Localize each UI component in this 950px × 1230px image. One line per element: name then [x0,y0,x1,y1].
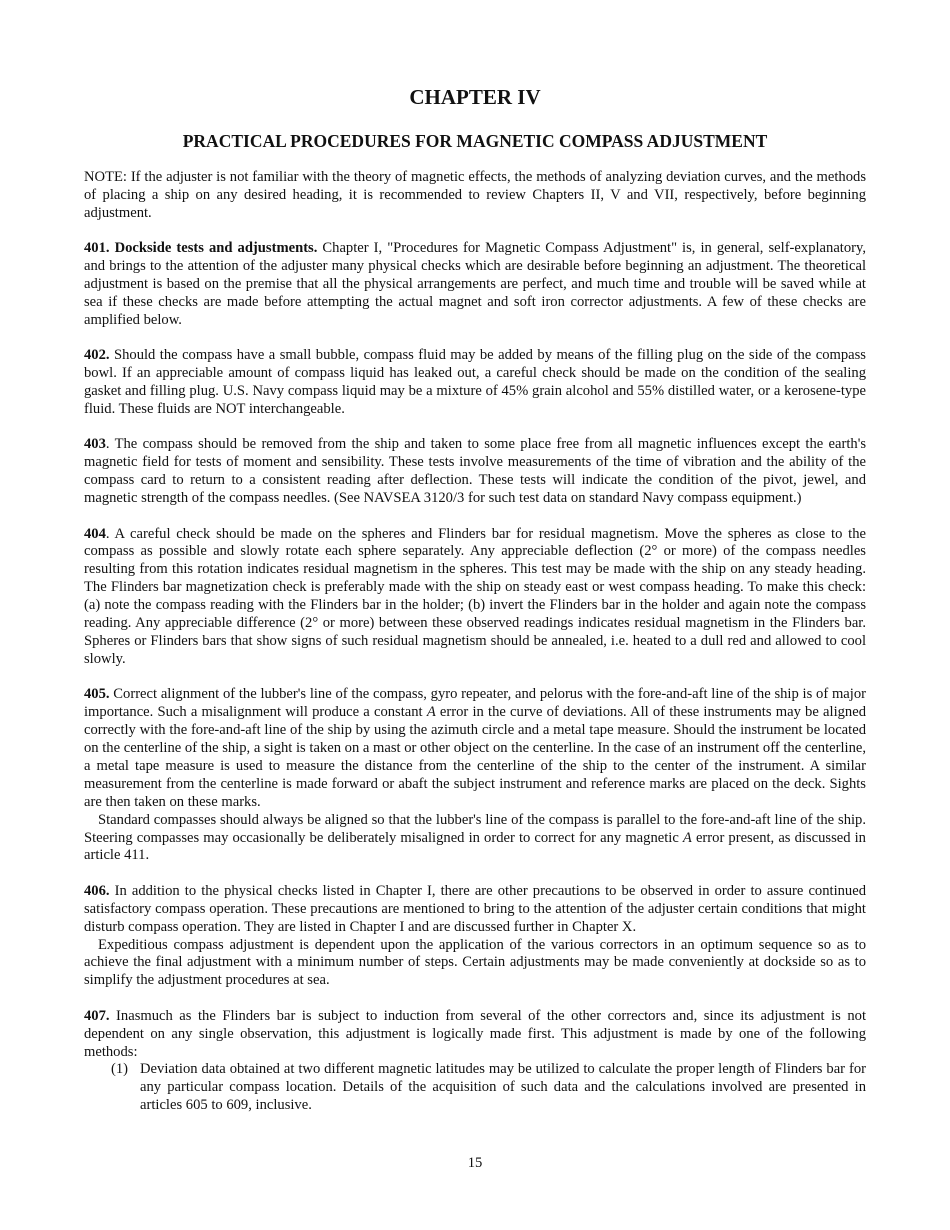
paragraph-406-continuation: Expeditious compass adjustment is dependent upon the application of the various correctors in an optimum sequence so as to achieve the final adjustment with a minimum number of steps. Certain adjustments may be made conveniently at dockside so as to simplify the adjustment procedures at sea. [84,936,866,989]
article-405-text-b: error in the curve of deviations. All of these instruments may be aligned correctly with the fore-and-aft line of the ship by using the azimuth circle and a metal tape measure. Should the instrument be located on the centerline of the ship, a sight is taken on a mast or other object on the centerline. In the case of an instrument off the centerline, a metal tape measure is used to measure the distance from the centerline of the ship to the center of the instrument. A similar measurement from the centerline is made forward or abaft the subject instrument and reference marks are placed on the deck. Sights are then taken on these marks. [84,704,866,810]
list-item-number: (1) [111,1061,129,1078]
paragraph-403 [84,436,866,508]
page-number: 15 [467,1155,483,1171]
article-407-number: 407. [84,1007,110,1024]
article-405-number: 405. [84,686,110,703]
note-paragraph: NOTE: If the adjuster is not familiar with the theory of magnetic effects, the methods of analyzing deviation curves, and the methods of placing a ship on any desired heading, it is recommended to review Chapters II, V and VII, respectively, before beginning adjustment. [84,169,866,221]
article-404-number: 404 [84,525,106,542]
article-405-cont-b: error present, as discussed in article 411. [84,829,866,864]
chapter-title: CHAPTER IV [409,85,541,109]
section-title: PRACTICAL PROCEDURES FOR MAGNETIC COMPASS ADJUSTMENT [182,131,768,151]
paragraph-404 [84,526,866,669]
article-405-cont-italic: A [682,829,692,846]
article-403-number: 403 [84,436,106,453]
article-403-text: . The compass should be removed from the ship and taken to some place free from all magnetic influences except the earth's magnetic field for tests of moment and sensibility. These tests involve measurements of the time of vibration and the ability of the compass card to return to a consistent reading after deflection. These tests will indicate the condition of the pivot, jewel, and magnetic strength of the compass needles. (See NAVSEA 3120/3 for such test data on standard Navy compass equipment.) [84,436,866,507]
article-402-number: 402. [84,347,110,364]
article-405-italic-a: A [426,704,436,721]
article-407-text: Inasmuch as the Flinders bar is subject to induction from several of the other correctors and, since its adjustment is not dependent on any single observation, this adjustment is logically made first. This adjustment is made by one of the following methods: [84,1007,866,1060]
article-401-heading: 401. Dockside tests and adjustments. [84,240,318,257]
document-page [84,84,866,1115]
article-401-text: Chapter I, "Procedures for Magnetic Compass Adjustment" is, in general, self-explanatory, and brings to the attention of the adjuster many physical checks which are desirable before beginning an adjustment. The theoretical adjustment is based on the premise that all the physical arrangements are perfect, and much time and trouble will be saved while at sea if these checks are made before attempting the actual magnet and soft iron corrector adjustments. A few of these checks are amplified below. [84,240,866,328]
article-405-cont-a: Standard compasses should always be aligned so that the lubber's line of the compass is parallel to the fore-and-aft line of the ship. Steering compasses may occasionally be deliberately misaligned in order to correct for any magnetic [84,811,866,846]
paragraph-405 [84,686,866,811]
article-406-text: In addition to the physical checks listed in Chapter I, there are other precautions to be observed in order to assure continued satisfactory compass operation. These precautions are mentioned to bring to the attention of the adjuster certain conditions that might disturb compass operation. They are listed in Chapter I and are discussed further in Chapter X. [84,882,866,935]
paragraph-402 [84,347,866,419]
paragraph-406 [84,883,866,937]
paragraph-405-continuation [84,812,866,866]
article-402-text: Should the compass have a small bubble, compass fluid may be added by means of the filling plug on the side of the compass bowl. If an appreciable amount of compass liquid has leaked out, a careful check should be made on the condition of the sealing gasket and filling plug. U.S. Navy compass liquid may be a mixture of 45% grain alcohol and 55% distilled water, or a kerosene-type fluid. These fluids are NOT interchangeable. [84,347,866,417]
paragraph-401 [84,240,866,330]
list-item [84,1061,866,1115]
list-item-text: Deviation data obtained at two different magnetic latitudes may be utilized to calculate the proper length of Flinders bar for any particular compass location. Details of the acquisition of such data and the calculations involved are presented in articles 605 to 609, inclusive. [140,1061,866,1114]
article-405-text-a: Correct alignment of the lubber's line of the compass, gyro repeater, and pelorus with the fore-and-aft line of the ship is of major importance. Such a misalignment will produce a constant [84,686,866,721]
paragraph-407 [84,1008,866,1062]
article-406-number: 406. [84,882,110,899]
article-404-text: . A careful check should be made on the spheres and Flinders bar for residual magnetism. Move the spheres as close to the compass as possible and slowly rotate each sphere separately. Any appreciable deflection (2° or more) of the compass needles resulting from this rotation indicates residual magnetism in the spheres. This test may be made with the ship on any steady heading. The Flinders bar magnetization check is preferably made with the ship on steady east or west compass heading. To make this check: (a) note the compass reading with the Flinders bar in the holder; (b) invert the Flinders bar in the holder and again note the compass reading. Any appreciable difference (2° or more) between these observed readings indicates residual magnetism in the Flinders bar. Spheres or Flinders bars that show signs of such residual magnetism should be annealed, i.e. heated to a dull red and allowed to cool slowly. [84,525,866,667]
